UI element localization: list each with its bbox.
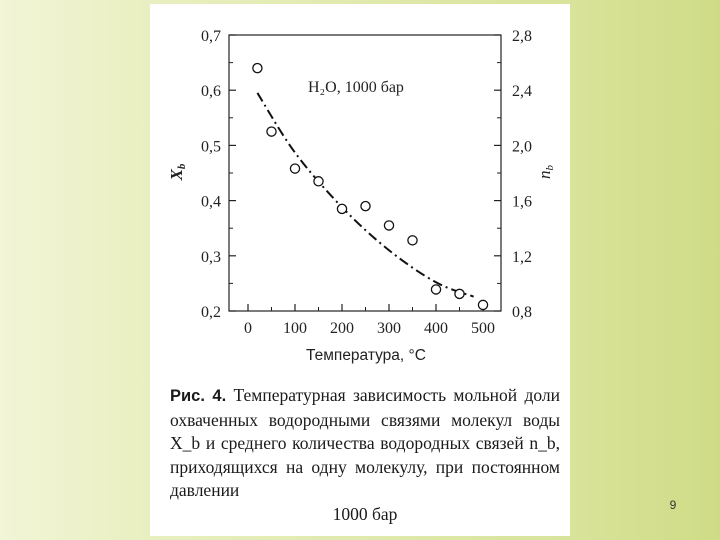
y-tick-label-left: 0,5 [201,138,221,156]
slide-number: 9 [669,498,677,512]
y-tick-label-right: 2,8 [512,28,532,45]
x-tick-label: 500 [471,320,495,337]
trend-line [257,93,473,297]
data-point [431,285,440,294]
data-point [361,202,370,211]
y-axis-label-left: Xb [167,163,188,181]
data-point [267,127,276,136]
x-axis [244,304,495,337]
y-tick-label-left: 0,2 [201,304,221,321]
x-tick-label: 200 [330,320,354,337]
x-tick-label: 300 [377,320,401,337]
figure-caption [170,384,560,526]
y-tick-label-right: 1,6 [512,193,532,211]
data-points [253,64,488,310]
y-tick-label-left: 0,3 [201,248,221,266]
y-tick-label-right: 0,8 [512,304,532,321]
y-axis-right [494,28,532,321]
data-point [384,221,393,230]
x-axis-label: Температура, °С [306,347,426,364]
data-point [337,204,346,213]
data-point [253,64,262,73]
y-tick-label-right: 1,2 [512,248,532,266]
y-tick-label-left: 0,4 [201,193,221,211]
data-point [290,164,299,173]
data-point [478,300,487,309]
x-tick-label: 400 [424,320,448,337]
y-tick-label-right: 2,0 [512,138,532,156]
data-point [314,177,323,186]
caption-last-line: 1000 бар [332,503,398,524]
x-tick-label: 0 [244,320,252,337]
y-axis-label-right: nb [535,165,556,179]
y-tick-label-right: 2,4 [512,83,532,101]
y-tick-label-left: 0,7 [201,28,221,45]
data-point [455,289,464,298]
caption-text: Температурная зависимость мольной доли охваченных водородными связями молекул воды X_b и среднего количества водородных связей n_b, приходящихся на одну молекулу, при постоянном давлении [170,385,560,500]
x-tick-label: 100 [283,320,307,337]
chart-annotation: H₂O, 1000 бар [308,79,404,96]
y-axis-left [201,28,236,321]
figure-label: Рис. 4. [170,387,227,405]
plot-frame [229,35,501,311]
data-point [408,236,417,245]
y-tick-label-left: 0,6 [201,83,221,101]
